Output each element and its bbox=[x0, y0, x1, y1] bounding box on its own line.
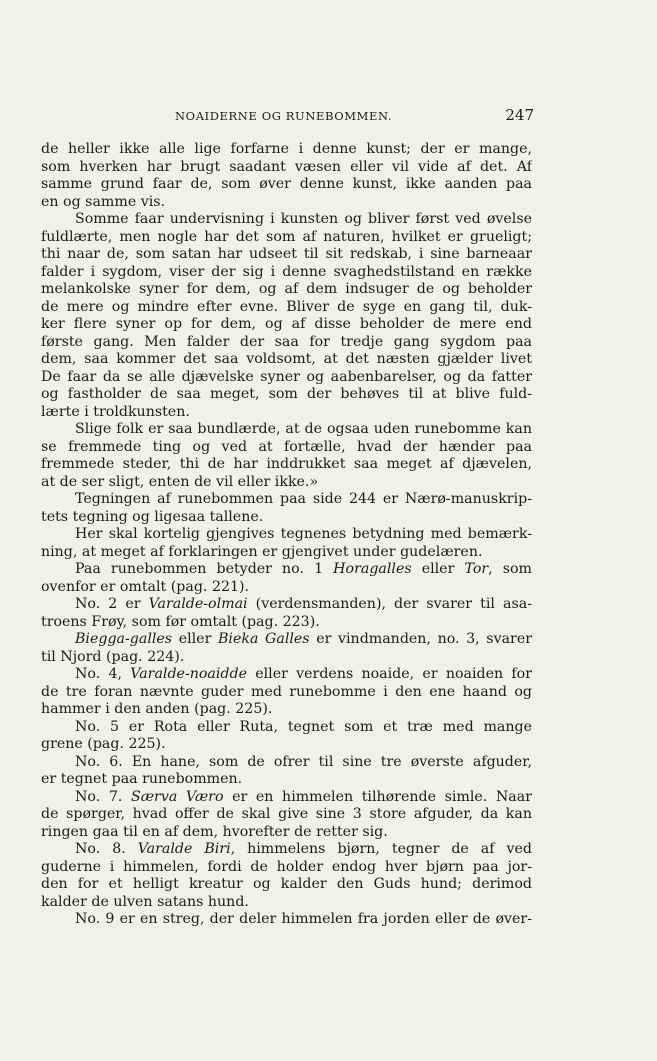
text-line: er tegnet paa runebommen. bbox=[41, 771, 243, 787]
text-line: ringen gaa til en af dem, hvorefter de retter sig. bbox=[41, 823, 388, 840]
text-line: guderne i himmelen, fordi de holder endog hver bjørn paa jor- bbox=[41, 858, 532, 875]
text-line: troens Frøy, som før omtalt (pag. 223). bbox=[41, 613, 320, 630]
text-line: se fremmede ting og ved at fortælle, hvad der hænder paa bbox=[41, 438, 532, 455]
text-line: Slige folk er saa bundlærde, at de ogsaa uden runebomme kan bbox=[75, 421, 532, 437]
text-line: grene (pag. 225). bbox=[41, 736, 166, 752]
text-line: hammer i den anden (pag. 225). bbox=[41, 701, 273, 717]
text-line: Biegga-galles eller Bieka Galles er vindmanden, no. 3, svarer bbox=[75, 631, 532, 647]
text-line: tets tegning og ligesaa tallene. bbox=[41, 508, 264, 525]
text-line: falder i sygdom, viser der sig i denne svaghedstilstand en række bbox=[41, 263, 532, 280]
text-line: No. 8. Varalde Biri, himmelens bjørn, tegner de af ved bbox=[75, 841, 532, 857]
text-line: No. 6. En hane, som de ofrer til sine tre øverste afguder, bbox=[75, 753, 532, 770]
text-line: dem, saa kommer det saa voldsomt, at det næsten gjælder livet bbox=[41, 351, 532, 367]
text-line: at de ser sligt, enten de vil eller ikke.» bbox=[41, 473, 319, 490]
body-text bbox=[41, 141, 532, 929]
text-line: Tegningen af runebommen paa side 244 er Nærø-manuskrip- bbox=[75, 491, 532, 507]
text-line: No. 5 er Rota eller Ruta, tegnet som et træ med mange bbox=[75, 718, 532, 735]
text-line: fremmede steder, thi de har inddrukket saa meget af djævelen, bbox=[41, 456, 532, 472]
text-line: Her skal kortelig gjengives tegnenes betydning med bemærk- bbox=[75, 526, 532, 542]
text-line: kalder de ulven satans hund. bbox=[41, 893, 249, 910]
text-line: No. 9 er en streg, der deler himmelen fra jorden eller de øver- bbox=[75, 911, 532, 927]
text-line: ker flere syner op for dem, og af disse beholder de mere end bbox=[41, 316, 532, 332]
text-line: de spørger, hvad offer de skal give sine 3 store afguder, da kan bbox=[41, 806, 532, 822]
text-line: ovenfor er omtalt (pag. 221). bbox=[41, 578, 250, 595]
text-line: første gang. Men falder der saa for tredje gang sygdom paa bbox=[41, 333, 532, 350]
text-line: No. 7. Særva Væro er en himmelen tilhørende simle. Naar bbox=[75, 788, 532, 805]
text-line: lærte i troldkunsten. bbox=[41, 403, 190, 420]
text-line: melankolske syner for dem, og af dem indsuger de og beholder bbox=[41, 281, 532, 297]
text-line: samme grund faar de, som øver denne kunst, ikke aanden paa bbox=[41, 176, 532, 192]
page-header bbox=[40, 106, 540, 128]
text-line: og fastholder de saa meget, som der behøves til at blive fuld- bbox=[41, 386, 532, 402]
text-line: Somme faar undervisning i kunsten og bliver først ved øvelse bbox=[75, 211, 532, 227]
text-line: til Njord (pag. 224). bbox=[41, 648, 185, 665]
text-line: ning, at meget af forklaringen er gjengivet under gudelæren. bbox=[41, 543, 483, 560]
page-number: 247 bbox=[505, 106, 534, 124]
text-line: No. 4, Varalde-noaidde eller verdens noaide, er noaiden for bbox=[75, 666, 532, 682]
text-line: de mere og mindre efter evne. Bliver de syge en gang til, duk- bbox=[41, 298, 532, 315]
text-line: thi naar de, som satan har udseet til sit redskab, i sine barneaar bbox=[41, 246, 532, 262]
text-line: No. 2 er Varalde-olmai (verdensmanden), der svarer til asa- bbox=[75, 596, 532, 612]
text-line: De faar da se alle djævelske syner og aabenbarelser, og da fatter bbox=[41, 368, 532, 385]
text-line: fuldlærte, men nogle har det som af naturen, hvilket er grueligt; bbox=[41, 228, 532, 245]
text-line: den for et helligt kreatur og kalder den Guds hund; derimod bbox=[41, 876, 532, 892]
text-line: Paa runebommen betyder no. 1 Horagalles eller Tor, som bbox=[75, 561, 532, 577]
text-line: de tre foran nævnte guder med runebomme i den ene haand og bbox=[41, 683, 532, 700]
text-line: de heller ikke alle lige forfarne i denne kunst; der er mange, bbox=[41, 141, 532, 157]
text-line: en og samme vis. bbox=[41, 193, 166, 210]
text-line: som hverken har brugt saadant væsen eller vil vide af det. Af bbox=[41, 158, 532, 175]
running-head: NOAIDERNE OG RUNEBOMMEN. bbox=[175, 109, 393, 123]
